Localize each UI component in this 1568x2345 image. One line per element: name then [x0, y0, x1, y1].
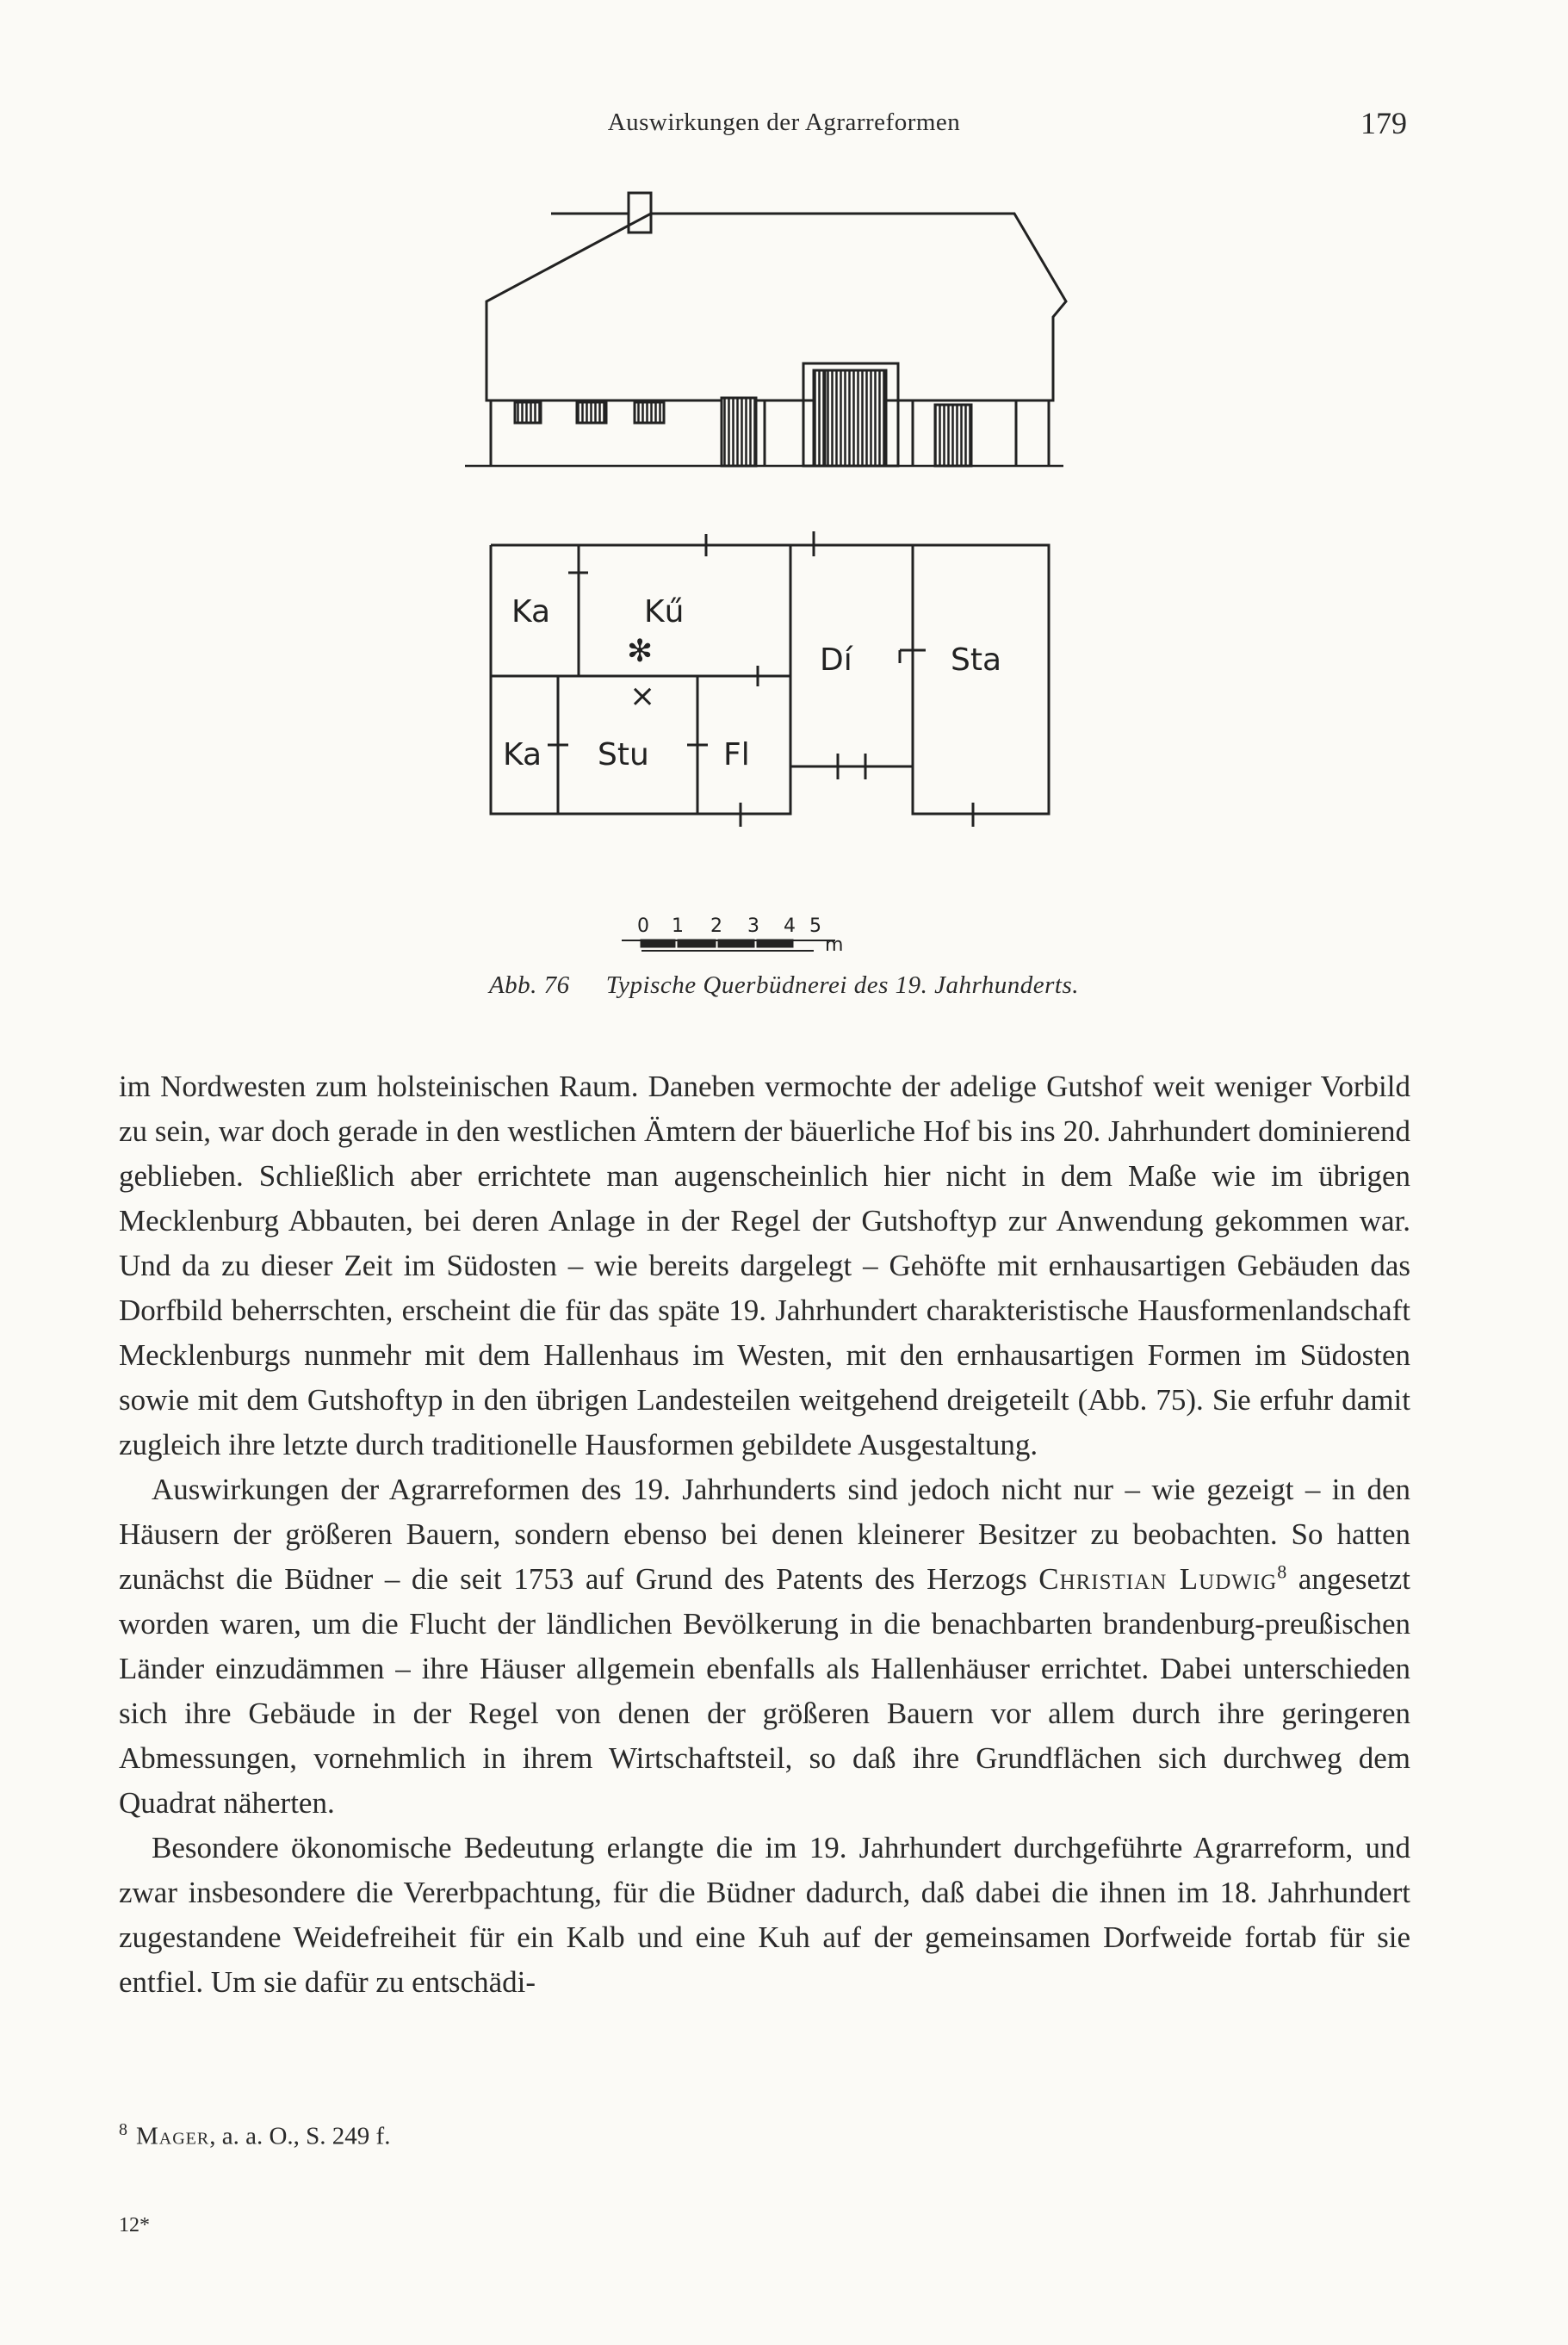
footnote-reference: 8 [1277, 1560, 1287, 1583]
room-label-fl: Fl [723, 737, 750, 772]
footnote-number: 8 [119, 2120, 127, 2139]
page-number: 179 [1360, 106, 1407, 140]
scale-tick-4: 4 [784, 915, 796, 937]
scale-tick-5: 5 [809, 915, 821, 937]
scale-tick-1: 1 [672, 915, 684, 937]
scale-unit: m [825, 934, 844, 956]
paragraph-2-part-2: angesetzt worden waren, um die Flucht der ländlichen Bevölkerung in die benachbarten brandenburg-preußischen Länder einzudämmen – ihre Häuser allgemein ebenfalls als Hallenhäuser errichtet. Dabei unterschieden sich ihre Gebäude in der Regel von denen der größeren Bauern vor allem durch ihre geringeren Abmessungen, vornehmlich in ihrem Wirtschaftsteil, so daß ihre Grundflächen sich durchweg dem Quadrat näherten. [119, 1562, 1410, 1820]
figure-caption [0, 971, 1568, 1000]
house-elevation [465, 193, 1066, 466]
house-figure [0, 0, 1568, 982]
window-2 [577, 402, 606, 423]
room-label-ka-bottom: Ka [503, 737, 542, 772]
floor-plan [491, 531, 1049, 827]
paragraph-2 [119, 1467, 1410, 1826]
side-door [722, 398, 756, 466]
paragraph-1: im Nordwesten zum holsteinischen Raum. Daneben vermochte der adelige Gutshof weit weniger Vorbild zu sein, war doch gerade in den westlichen Ämtern der bäuerliche Hof bis ins 20. Jahrhundert dominierend geblieben. Schließlich aber errichtete man augenscheinlich hier nicht in dem Maße wie im übrigen Mecklenburg Abbauten, bei deren Anlage in der Regel der Gutshoftyp zur Anwendung gekommen war. Und da zu dieser Zeit im Südosten – wie bereits dargelegt – Gehöfte mit ernhausartigen Gebäuden das Dorfbild beherrschten, erscheint die für das späte 19. Jahrhundert charakteristische Hausformenlandschaft Mecklenburgs nunmehr mit dem Hallenhaus im Westen, mit den ernhausartigen Formen im Südosten sowie mit dem Gutshoftyp in den übrigen Landesteilen weitgehend dreigeteilt (Abb. 75). Sie erfuhr damit zugleich ihre letzte durch traditionelle Hausformen gebildete Ausgestaltung. [119, 1070, 1410, 1461]
caption-text: Typische Querbüdnerei des 19. Jahrhunderts. [605, 971, 1080, 999]
scale-tick-3: 3 [747, 915, 759, 937]
footnote-author: Mager [136, 2122, 210, 2150]
sheet-signature: 12* [119, 2214, 150, 2236]
roof-outline [487, 214, 1066, 400]
hearth-mark: ✻ [627, 634, 654, 669]
room-label-kue: Kű [644, 594, 685, 630]
window-1 [515, 402, 541, 423]
stable-door [935, 405, 971, 466]
body-text [119, 1064, 1410, 2005]
scale-tick-2: 2 [710, 915, 722, 937]
paragraph-3: Besondere ökonomische Bedeutung erlangte die im 19. Jahrhundert durchgeführte Agrarreform, und zwar insbesondere die Vererbpachtung, für die Büdner dadurch, daß dabei die ihnen im 18. Jahrhundert zugestandene Weidefreiheit für ein Kalb und eine Kuh auf der gemeinsamen Dorfweide fortab für sie entfiel. Um sie dafür zu entschädi- [119, 1831, 1410, 1999]
chimney [629, 193, 651, 233]
room-label-stu: Stu [598, 737, 649, 772]
window-3 [635, 402, 664, 423]
running-title: Auswirkungen der Agrarreformen [607, 109, 961, 136]
footnote-text: , a. a. O., S. 249 f. [209, 2122, 391, 2150]
room-label-sta: Sta [951, 642, 1002, 678]
paragraph-2-part-1: Auswirkungen der Agrarreformen des 19. Jahrhunderts sind jedoch nicht nur – wie gezeigt – in den Häusern der größeren Bauern, sondern ebenso bei denen kleinerer Besitzer zu beobachten. So hatten zunächst die Büdner – die seit 1753 auf Grund des Patents des Herzogs [119, 1473, 1410, 1596]
footnote [119, 2120, 390, 2151]
scale-bar [622, 940, 835, 951]
caption-label: Abb. 76 [488, 971, 570, 999]
person-name: Christian Ludwig [1038, 1562, 1278, 1596]
room-label-di: Dí [820, 642, 852, 678]
scale-tick-0: 0 [637, 915, 649, 937]
room-label-ka-top: Ka [511, 594, 551, 630]
cross-mark: × [629, 679, 656, 714]
